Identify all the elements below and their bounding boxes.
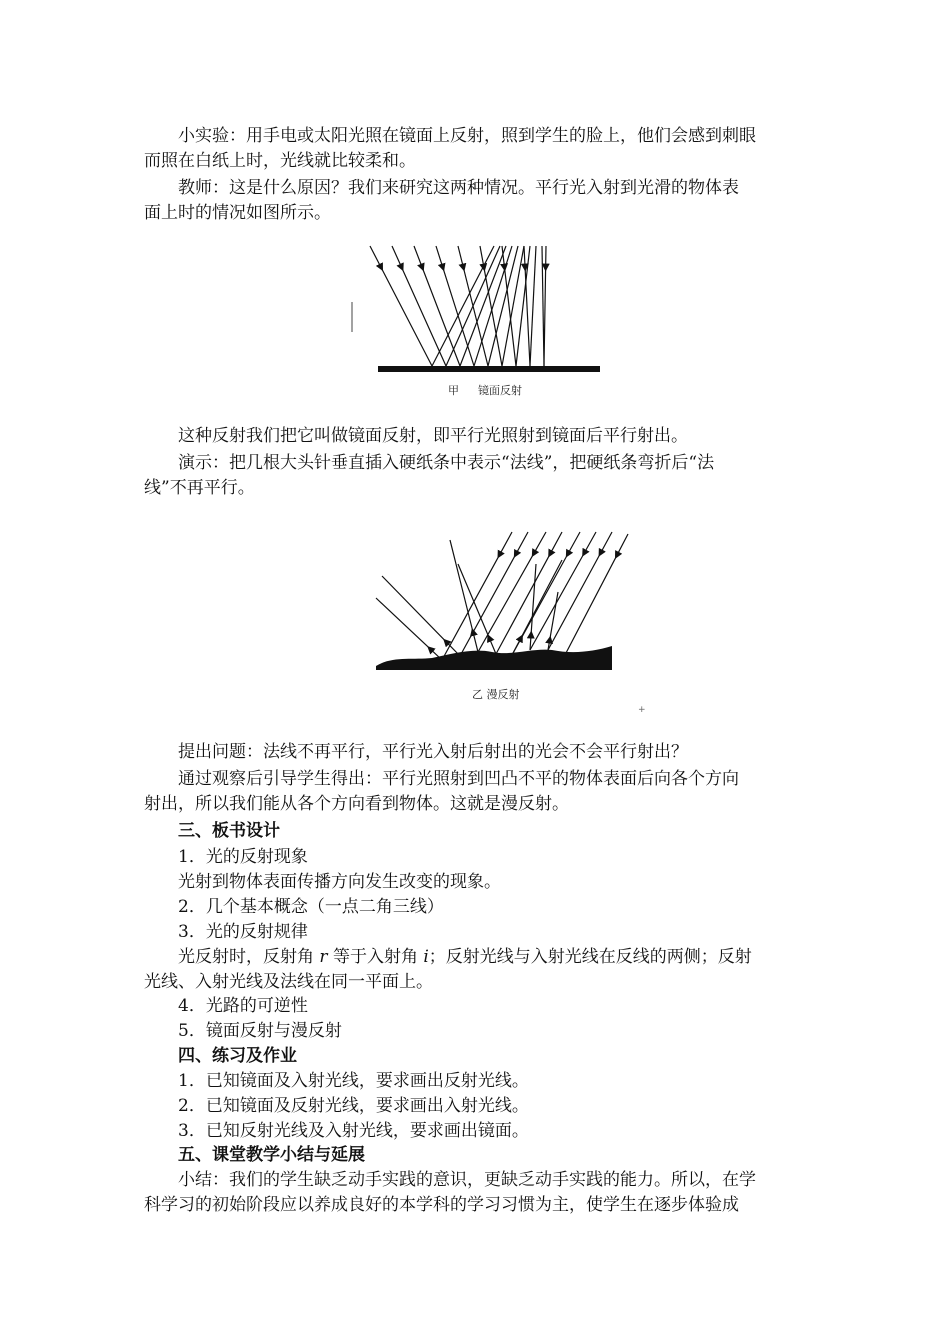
- paragraph-reflection-law: 光反射时，反射角 r 等于入射角 i；反射光线与入射光线在反线的两侧；反射 光线、入射光线及法线在同一平面上。: [144, 947, 752, 992]
- figure-diffuse-reflection: [362, 520, 652, 720]
- reflected-ray: [450, 540, 478, 652]
- reflected-ray: [512, 560, 562, 655]
- specular-reflection-diagram: [340, 232, 630, 408]
- heading-section-5: 五、课堂教学小结与延展: [178, 1145, 365, 1165]
- parallel-light-rays: [370, 246, 546, 366]
- diffuse-reflection-diagram: [362, 520, 652, 720]
- mirror-surface: [378, 366, 600, 372]
- figure1-caption-title: 镜面反射: [478, 384, 522, 397]
- list-item-3-1: 1．光的反射现象: [178, 847, 308, 867]
- reflected-ray: [530, 564, 536, 650]
- heading-section-3: 三、板书设计: [178, 821, 280, 841]
- list-item-3-5: 5．镜面反射与漫反射: [178, 1021, 342, 1041]
- paragraph-diffuse-conclusion: 通过观察后引导学生得出：平行光照射到凹凸不平的物体表面后向各个方向 射出，所以我们能从各个方向看到物体。这就是漫反射。: [144, 769, 739, 814]
- figure-specular-reflection: [340, 232, 630, 408]
- list-item-4-3: 3．已知反射光线及入射光线，要求画出镜面。: [178, 1121, 529, 1141]
- incident-ray: [370, 246, 432, 366]
- incident-ray: [566, 534, 628, 653]
- symbol-r: r: [319, 947, 328, 967]
- reflected-ray: [530, 246, 536, 366]
- list-item-4-2: 2．已知镜面及反射光线，要求画出入射光线。: [178, 1096, 529, 1116]
- heading-section-4: 四、练习及作业: [178, 1046, 297, 1066]
- list-item-3-4: 4．光路的可逆性: [178, 996, 308, 1016]
- paragraph-small-experiment: 小实验：用手电或太阳光照在镜面上反射，照到学生的脸上，他们会感到刺眼 而照在白纸上时，光线就比较柔和。: [144, 126, 756, 171]
- incident-ray: [496, 532, 562, 654]
- symbol-i: i: [423, 947, 429, 967]
- figure2-caption: 乙 漫反射: [472, 688, 520, 701]
- small-mark: +: [638, 705, 646, 715]
- scattered-light-rays: [376, 532, 628, 660]
- reflected-ray: [516, 246, 530, 366]
- list-item-3-3: 3．光的反射规律: [178, 922, 308, 942]
- incident-ray: [548, 532, 612, 650]
- incident-ray: [524, 246, 530, 366]
- reflected-ray: [542, 246, 544, 366]
- reflected-ray: [376, 598, 442, 660]
- reflected-ray: [458, 564, 496, 654]
- reflected-ray: [382, 576, 460, 656]
- paragraph-summary: 小结：我们的学生缺乏动手实践的意识，更缺乏动手实践的能力。所以，在学 科学习的初始阶段应以养成良好的本学科的学习习惯为主，使学生在逐步体验成: [144, 1170, 756, 1215]
- incident-ray: [392, 246, 446, 366]
- paragraph-specular-definition: 这种反射我们把它叫做镜面反射，即平行光照射到镜面后平行射出。: [178, 426, 688, 446]
- paragraph-teacher-question: 教师：这是什么原因？我们来研究这两种情况。平行光入射到光滑的物体表 面上时的情况如图所示。: [144, 178, 739, 223]
- figure1-caption-label: 甲: [448, 384, 459, 397]
- list-item-3-2: 2．几个基本概念（一点二角三线）: [178, 897, 444, 917]
- paragraph-demonstration: 演示：把几根大头针垂直插入硬纸条中表示“法线”，把硬纸条弯折后“法 线”不再平行。: [144, 453, 715, 498]
- paragraph-question: 提出问题：法线不再平行，平行光入射后射出的光会不会平行射出？: [178, 742, 688, 762]
- list-item-4-1: 1．已知镜面及入射光线，要求画出反射光线。: [178, 1071, 529, 1091]
- incident-ray: [414, 246, 460, 366]
- list-item-3-1-text: 光射到物体表面传播方向发生改变的现象。: [178, 872, 501, 892]
- incident-ray: [530, 532, 596, 650]
